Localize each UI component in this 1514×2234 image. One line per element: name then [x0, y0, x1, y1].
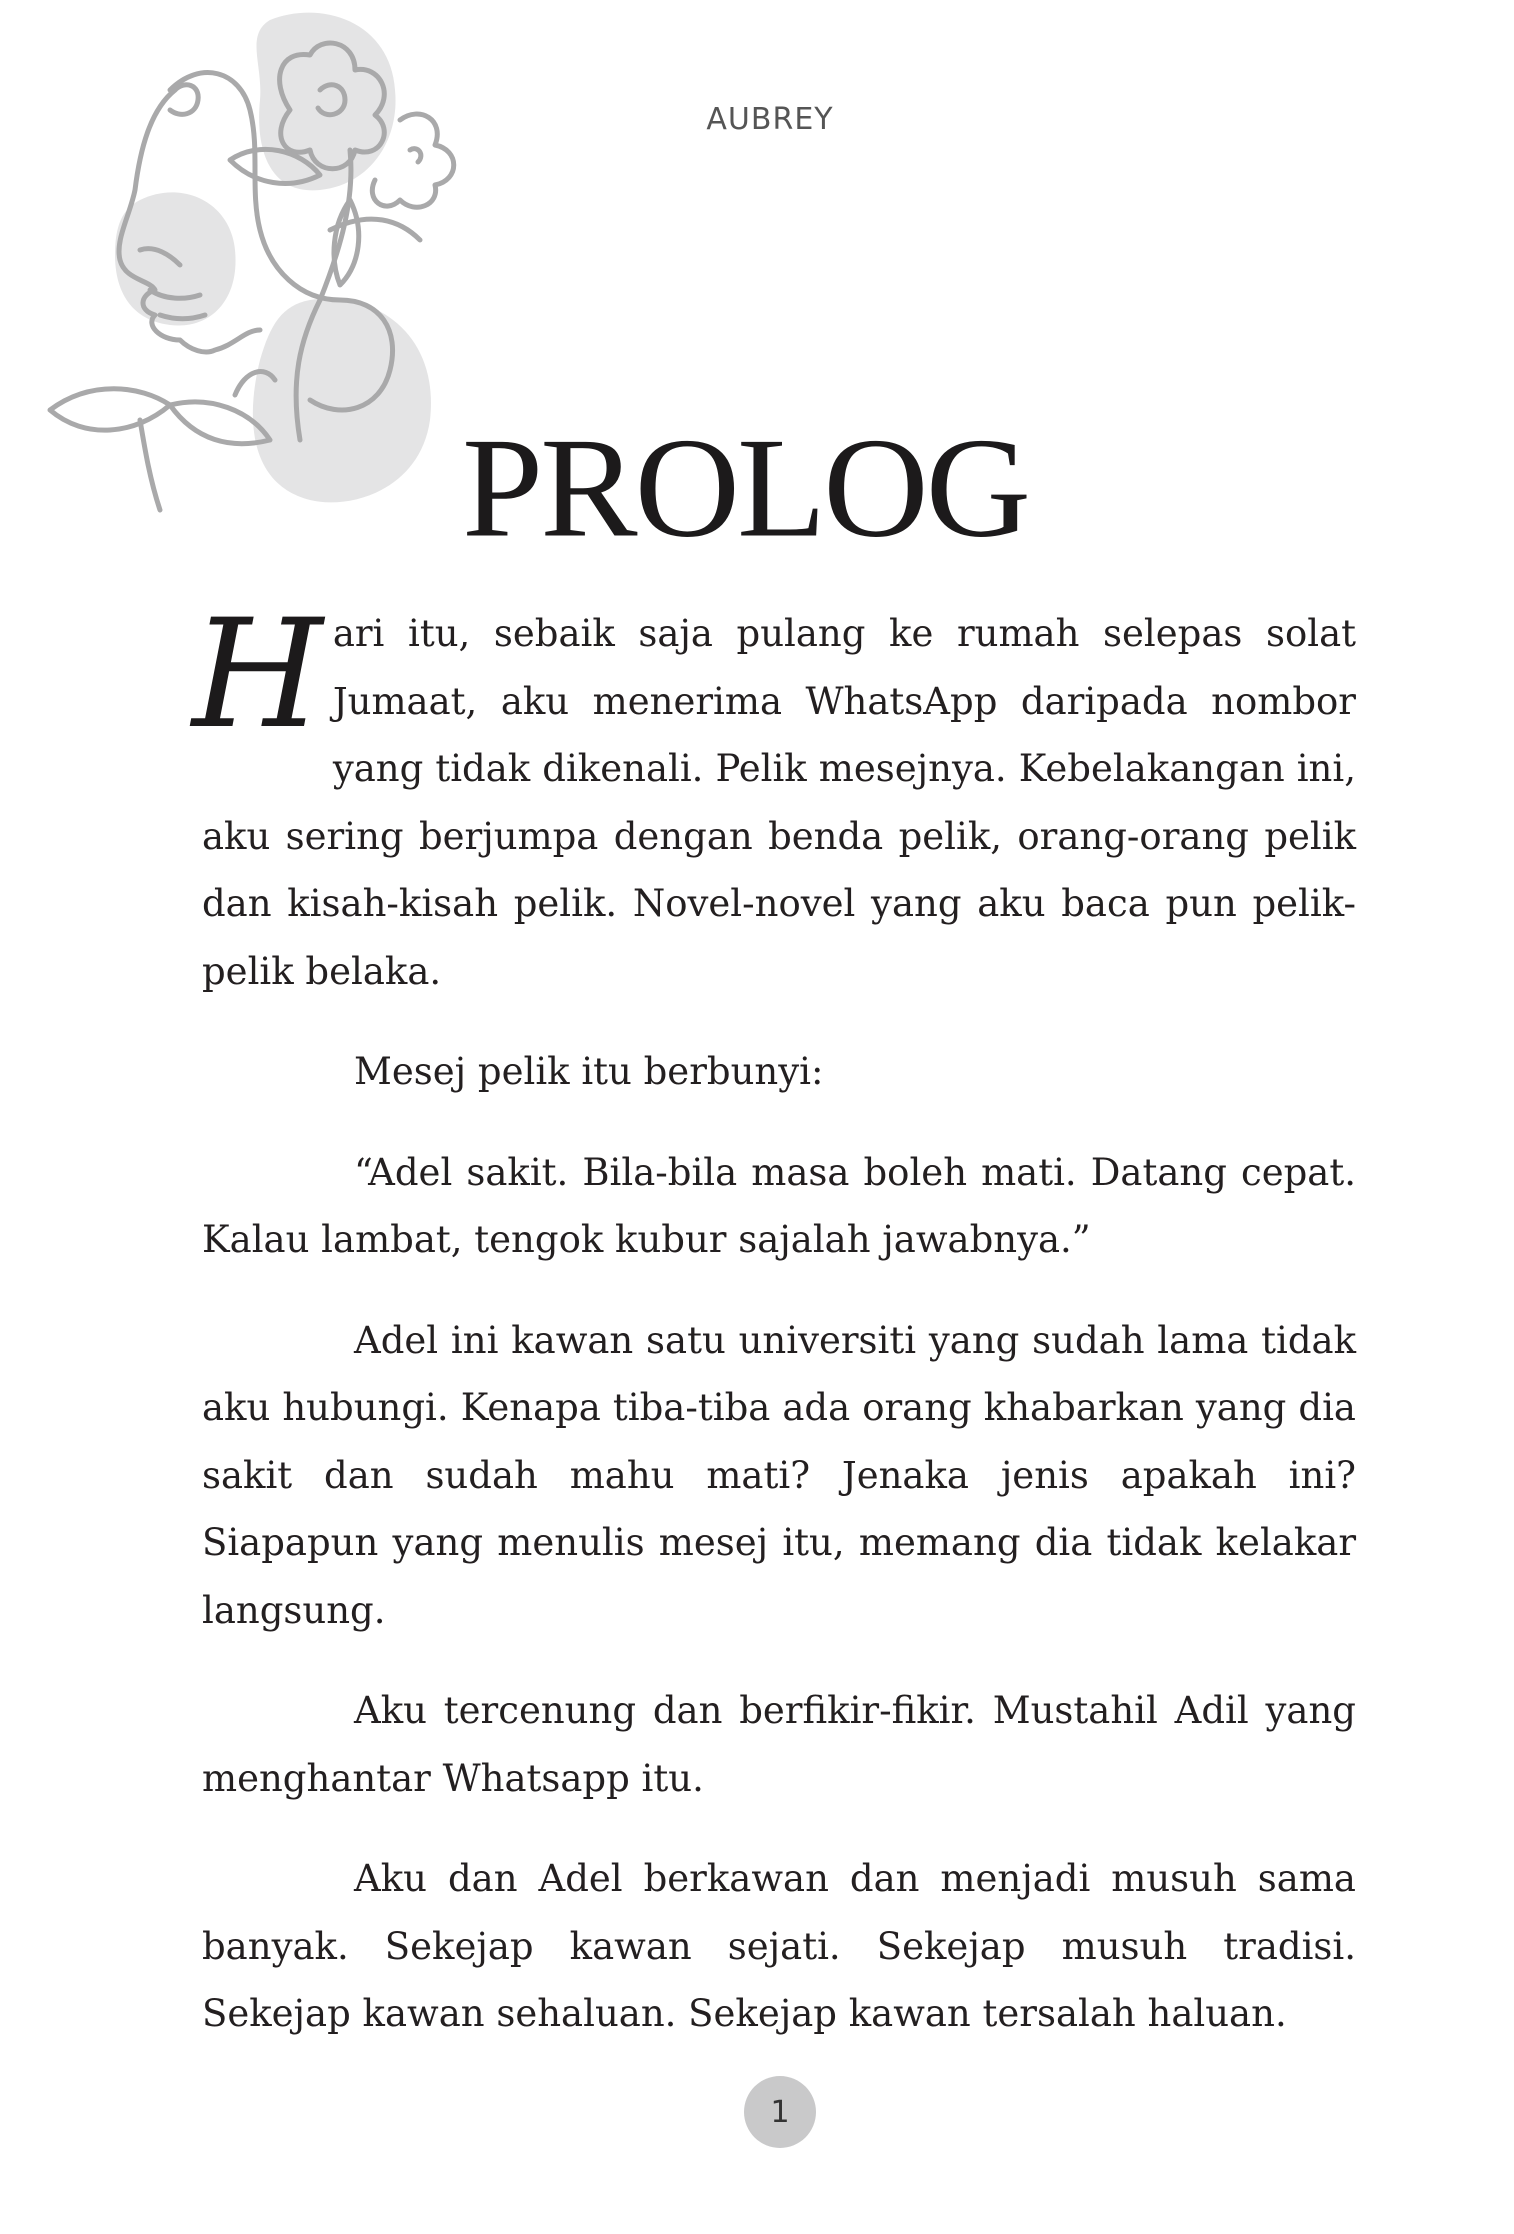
- paragraph: Aku dan Adel berkawan dan menjadi musuh sama banyak. Sekejap kawan sejati. Sekejap musuh tradisi. Sekejap kawan sehaluan. Sekejap kawan tersalah haluan.: [202, 1857, 1356, 2035]
- chapter-title: PROLOG: [462, 407, 1029, 567]
- paragraph: Mesej pelik itu berbunyi:: [354, 1050, 824, 1093]
- drop-cap: H: [192, 588, 323, 762]
- paragraph: [192, 588, 1356, 1005]
- paragraph: “Adel sakit. Bila-bila masa boleh mati. Datang cepat. Kalau lambat, tengok kubur sajalah jawabnya.”: [202, 1150, 1356, 1261]
- chapter-body: [192, 588, 1356, 2081]
- page-number: 1: [770, 2094, 790, 2130]
- running-head: AUBREY: [706, 102, 834, 137]
- page-number-badge: [744, 2076, 816, 2148]
- paragraph: Aku tercenung dan berfikir-fikir. Mustahil Adil yang menghantar Whatsapp itu.: [202, 1689, 1356, 1800]
- floral-face-line-art-icon: [20, 0, 500, 520]
- paragraph-text: ari itu, sebaik saja pulang ke rumah selepas solat Jumaat, aku menerima WhatsApp daripada nombor yang tidak dikenali. Pelik mesejnya. Kebelakangan ini, aku sering berjumpa dengan benda pelik, orang-orang pelik dan kisah-kisah pelik. Novel-novel yang aku baca pun pelik-pelik belaka.: [202, 612, 1356, 993]
- paragraph: Adel ini kawan satu universiti yang sudah lama tidak aku hubungi. Kenapa tiba-tiba ada orang khabarkan yang dia sakit dan sudah mahu mati? Jenaka jenis apakah ini? Siapapun yang menulis mesej itu, memang dia tidak kelakar langsung.: [202, 1318, 1356, 1632]
